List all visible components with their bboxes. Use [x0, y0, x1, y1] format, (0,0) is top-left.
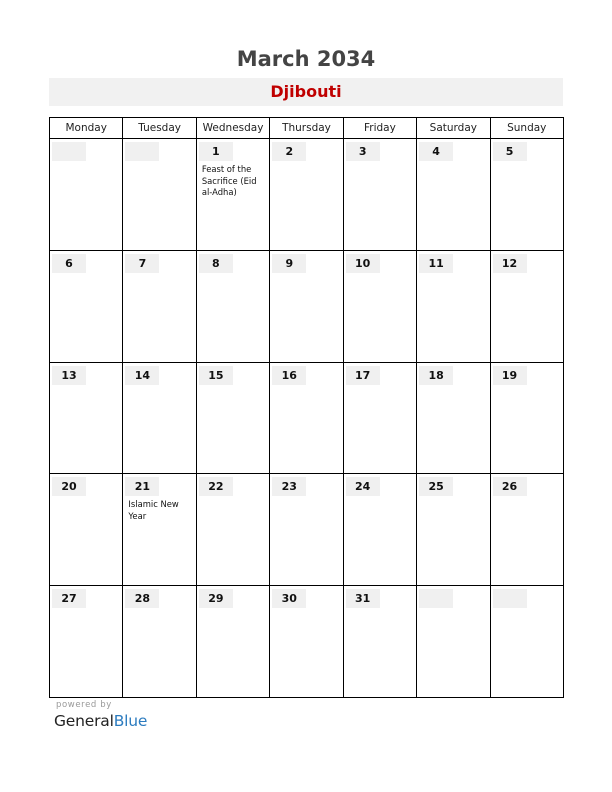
calendar-day-cell: [270, 474, 343, 586]
brand-blue: Blue: [113, 712, 148, 730]
calendar-day-cell: [123, 474, 196, 586]
day-number: 1: [199, 142, 233, 161]
day-number: 19: [493, 366, 527, 385]
calendar-day-cell: [417, 474, 490, 586]
day-number: 23: [272, 477, 306, 496]
weekday-header: Friday: [343, 118, 416, 139]
day-number: 20: [52, 477, 86, 496]
weekday-header: Monday: [50, 118, 123, 139]
calendar-day-cell: [343, 139, 416, 251]
day-number: 11: [419, 254, 453, 273]
calendar-day-cell: [123, 250, 196, 362]
calendar-day-cell: [417, 362, 490, 474]
calendar-day-cell: [417, 250, 490, 362]
calendar-day-cell: [123, 139, 196, 251]
weekday-header: Thursday: [270, 118, 343, 139]
calendar-title: March 2034: [236, 47, 376, 71]
day-number: 16: [272, 366, 306, 385]
calendar-day-cell: [123, 586, 196, 698]
calendar-day-cell: [196, 362, 269, 474]
calendar-day-cell: [270, 362, 343, 474]
calendar-day-cell: [196, 250, 269, 362]
calendar-day-cell: [270, 586, 343, 698]
calendar-day-cell: [196, 474, 269, 586]
day-number: 13: [52, 366, 86, 385]
calendar-day-cell: [343, 586, 416, 698]
day-number: 17: [346, 366, 380, 385]
holiday-label: Islamic New Year: [128, 499, 179, 521]
day-number: 6: [52, 254, 86, 273]
brand-general: General: [54, 712, 114, 730]
day-number: 22: [199, 477, 233, 496]
day-number: 2: [272, 142, 306, 161]
day-number: 26: [493, 477, 527, 496]
calendar-grid: [49, 117, 564, 698]
day-number: 18: [419, 366, 453, 385]
day-number: [419, 589, 453, 608]
day-number: 14: [125, 366, 159, 385]
day-number: 3: [346, 142, 380, 161]
day-number: 29: [199, 589, 233, 608]
calendar-day-cell: [270, 139, 343, 251]
day-number: 25: [419, 477, 453, 496]
calendar-day-cell: [50, 362, 123, 474]
generalblue-logo[interactable]: [54, 712, 147, 730]
day-number: 8: [199, 254, 233, 273]
day-number: 27: [52, 589, 86, 608]
calendar-day-cell: [490, 586, 563, 698]
day-number: [52, 142, 86, 161]
calendar-day-cell: [50, 474, 123, 586]
day-number: 31: [346, 589, 380, 608]
weekday-header-row: [50, 118, 564, 139]
day-number: 12: [493, 254, 527, 273]
calendar-day-cell: [50, 139, 123, 251]
calendar-day-cell: [343, 250, 416, 362]
calendar-week-row: [50, 474, 564, 586]
weekday-header: Sunday: [490, 118, 563, 139]
day-number: 24: [346, 477, 380, 496]
calendar-day-cell: [343, 362, 416, 474]
calendar-day-cell: [343, 474, 416, 586]
calendar-day-cell: [490, 250, 563, 362]
powered-by-text: powered by: [56, 700, 112, 710]
calendar-week-row: [50, 362, 564, 474]
calendar-day-cell: [50, 586, 123, 698]
day-number: 28: [125, 589, 159, 608]
day-number: [125, 142, 159, 161]
day-number: 10: [346, 254, 380, 273]
weekday-header: Wednesday: [196, 118, 269, 139]
country-name: Djibouti: [49, 78, 563, 106]
calendar-week-row: [50, 250, 564, 362]
calendar-day-cell: [490, 474, 563, 586]
weekday-header: Saturday: [417, 118, 490, 139]
day-number: 21: [125, 477, 159, 496]
calendar-day-cell: [50, 250, 123, 362]
day-number: 9: [272, 254, 306, 273]
holiday-label: Feast of the Sacrifice (Eid al-Adha): [201, 164, 257, 197]
day-number: 15: [199, 366, 233, 385]
calendar-day-cell: [196, 139, 269, 251]
calendar-day-cell: [196, 586, 269, 698]
calendar-day-cell: [123, 362, 196, 474]
day-number: [493, 589, 527, 608]
calendar-week-row: [50, 139, 564, 251]
calendar-day-cell: [417, 586, 490, 698]
day-number: 5: [493, 142, 527, 161]
calendar-week-row: [50, 586, 564, 698]
weekday-header: Tuesday: [123, 118, 196, 139]
day-number: 30: [272, 589, 306, 608]
day-number: 7: [125, 254, 159, 273]
day-number: 4: [419, 142, 453, 161]
calendar-day-cell: [490, 362, 563, 474]
calendar-day-cell: [417, 139, 490, 251]
calendar-day-cell: [270, 250, 343, 362]
calendar-day-cell: [490, 139, 563, 251]
